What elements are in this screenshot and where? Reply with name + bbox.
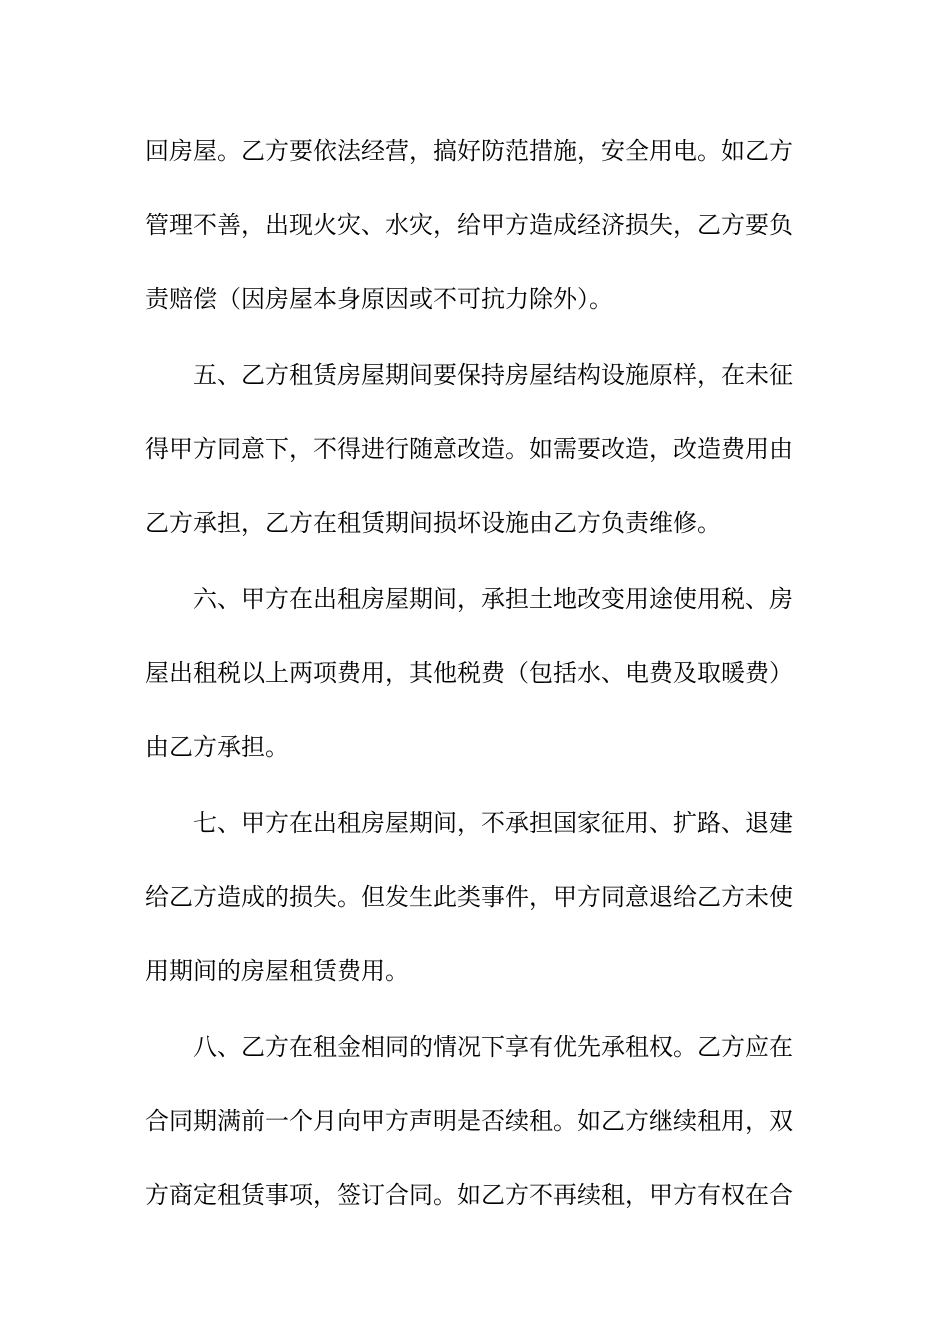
text-line: 给乙方造成的损失。但发生此类事件，甲方同意退给乙方未使 <box>145 883 793 911</box>
text-line: 由乙方承担。 <box>145 733 289 761</box>
text-line: 乙方承担，乙方在租赁期间损坏设施由乙方负责维修。 <box>145 509 721 537</box>
clause-seven-first-line: 七、甲方在出租房屋期间，不承担国家征用、扩路、退建 <box>193 809 793 837</box>
clause-eight-first-line: 八、乙方在租金相同的情况下享有优先承租权。乙方应在 <box>193 1033 793 1061</box>
text-line: 得甲方同意下，不得进行随意改造。如需要改造，改造费用由 <box>145 435 793 463</box>
clause-six-first-line: 六、甲方在出租房屋期间，承担土地改变用途使用税、房 <box>193 585 793 613</box>
text-line: 合同期满前一个月向甲方声明是否续租。如乙方继续租用，双 <box>145 1107 793 1135</box>
text-line: 管理不善，出现火灾、水灾，给甲方造成经济损失，乙方要负 <box>145 211 793 239</box>
text-line: 回房屋。乙方要依法经营，搞好防范措施，安全用电。如乙方 <box>145 137 793 165</box>
clause-five-first-line: 五、乙方租赁房屋期间要保持房屋结构设施原样，在未征 <box>193 361 793 389</box>
text-line: 屋出租税以上两项费用，其他税费（包括水、电费及取暖费） <box>145 659 793 687</box>
text-line: 责赔偿（因房屋本身原因或不可抗力除外）。 <box>145 285 613 313</box>
text-line: 用期间的房屋租赁费用。 <box>145 957 409 985</box>
text-line: 方商定租赁事项，签订合同。如乙方不再续租，甲方有权在合 <box>145 1181 793 1209</box>
